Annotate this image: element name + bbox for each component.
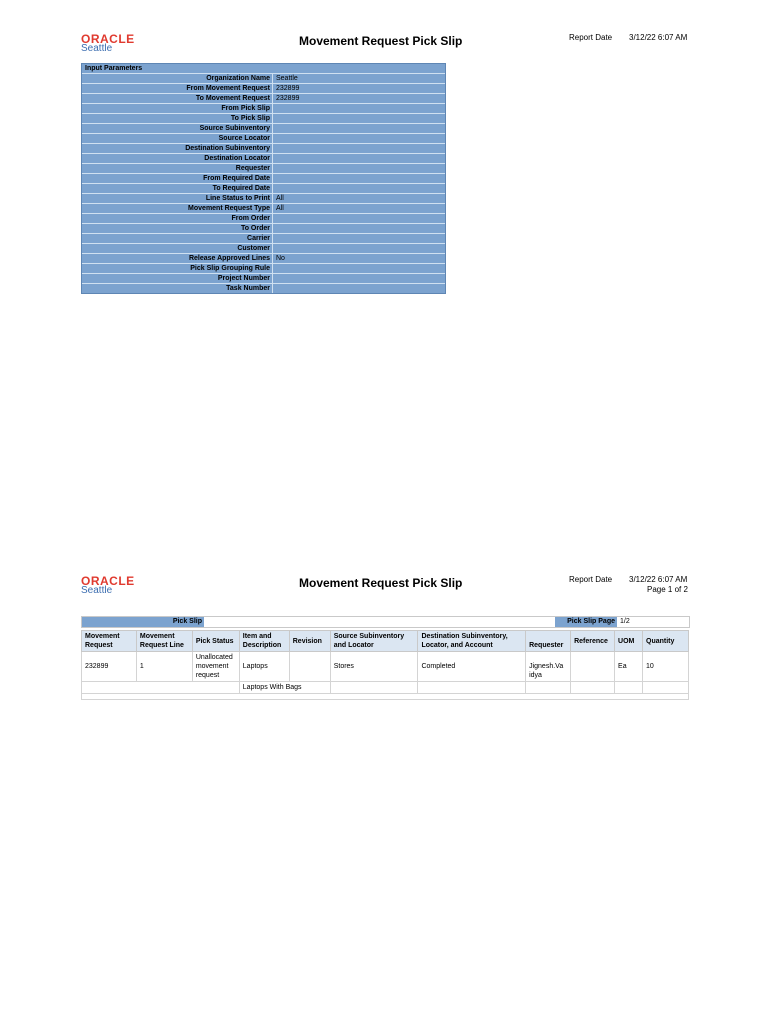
parameter-value <box>273 264 445 273</box>
parameter-row <box>82 274 445 284</box>
column-header: Revision <box>289 631 330 652</box>
column-header: Source Subinventory and Locator <box>330 631 418 652</box>
item-description-cell: Laptops With Bags <box>239 682 330 694</box>
parameter-value <box>273 124 445 133</box>
parameter-label: To Order <box>82 224 273 233</box>
parameter-row <box>82 74 445 84</box>
destination-cell: Completed <box>418 652 526 682</box>
parameter-row <box>82 174 445 184</box>
report-date: 3/12/22 6:07 AM <box>629 575 688 584</box>
parameter-row <box>82 84 445 94</box>
parameter-label: Release Approved Lines <box>82 254 273 263</box>
table-header-row <box>82 631 689 652</box>
parameter-row <box>82 264 445 274</box>
table-row <box>82 694 689 700</box>
parameter-value: 232899 <box>276 95 300 102</box>
parameter-label: From Movement Request <box>82 84 273 93</box>
parameter-row <box>82 114 445 124</box>
report-date-label: Report Date <box>569 33 613 42</box>
input-parameters-header: Input Parameters <box>82 64 445 74</box>
column-header: Requester <box>526 631 571 652</box>
parameter-row <box>82 154 445 164</box>
parameter-value <box>273 274 445 283</box>
uom-cell: Ea <box>615 652 643 682</box>
parameter-label: To Movement Request <box>82 94 273 103</box>
organization-name: Seattle <box>81 585 113 596</box>
pick-status-cell: Unallocated movement request <box>192 652 239 682</box>
parameter-value: Seattle <box>276 75 298 82</box>
parameter-label: Carrier <box>82 234 273 243</box>
table-row <box>82 652 689 682</box>
parameter-row <box>82 244 445 254</box>
pick-slip-label: Pick Slip <box>82 617 204 627</box>
column-header: Reference <box>571 631 615 652</box>
parameter-value <box>273 234 445 243</box>
parameter-label: Movement Request Type <box>82 204 273 213</box>
report-date: 3/12/22 6:07 AM <box>629 33 688 42</box>
parameter-row <box>82 144 445 154</box>
pick-slip-page-label: Pick Slip Page <box>555 617 617 627</box>
parameter-value <box>273 224 445 233</box>
parameter-value <box>273 284 445 293</box>
parameter-label: Destination Subinventory <box>82 144 273 153</box>
blank-cell <box>330 682 418 694</box>
blank-cell <box>526 682 571 694</box>
parameter-label: Organization Name <box>82 74 273 83</box>
input-parameters-table <box>81 63 446 294</box>
pick-slip-lines-table <box>81 630 689 700</box>
parameter-value <box>273 214 445 223</box>
parameter-label: Task Number <box>82 284 273 293</box>
revision-cell <box>289 652 330 682</box>
report-date-label: Report Date <box>569 575 613 584</box>
parameter-row <box>82 124 445 134</box>
parameter-label: From Required Date <box>82 174 273 183</box>
column-header: UOM <box>615 631 643 652</box>
parameter-row <box>82 234 445 244</box>
column-header: Item and Description <box>239 631 289 652</box>
parameter-label: Destination Locator <box>82 154 273 163</box>
reference-cell <box>571 652 615 682</box>
oracle-logo: ORACLE <box>81 574 135 588</box>
parameter-row <box>82 204 445 214</box>
column-header: Movement Request <box>82 631 137 652</box>
blank-cell <box>418 682 526 694</box>
parameter-label: Project Number <box>82 274 273 283</box>
parameter-value <box>273 114 445 123</box>
parameter-value: All <box>276 205 284 212</box>
blank-cell <box>571 682 615 694</box>
parameter-row <box>82 254 445 264</box>
parameter-row <box>82 194 445 204</box>
movement-request-cell: 232899 <box>82 652 137 682</box>
parameter-value: No <box>276 255 285 262</box>
parameter-row <box>82 284 445 293</box>
parameter-row <box>82 224 445 234</box>
blank-cell <box>643 682 689 694</box>
column-header: Destination Subinventory, Locator, and Account <box>418 631 526 652</box>
parameter-value: 232899 <box>276 85 300 92</box>
parameter-value <box>273 154 445 163</box>
parameter-row <box>82 104 445 114</box>
parameter-label: Line Status to Print <box>82 194 273 203</box>
parameter-label: To Pick Slip <box>82 114 273 123</box>
parameter-label: From Pick Slip <box>82 104 273 113</box>
parameter-value <box>273 164 445 173</box>
oracle-logo: ORACLE <box>81 32 135 46</box>
blank-cell <box>82 682 240 694</box>
table-row <box>82 682 689 694</box>
parameter-value <box>273 184 445 193</box>
request-line-cell: 1 <box>136 652 192 682</box>
blank-cell <box>82 694 689 700</box>
report-title: Movement Request Pick Slip <box>299 34 463 48</box>
parameter-row <box>82 134 445 144</box>
parameter-label: To Required Date <box>82 184 273 193</box>
parameter-label: Requester <box>82 164 273 173</box>
parameter-value <box>273 244 445 253</box>
parameter-value <box>273 174 445 183</box>
parameter-label: Pick Slip Grouping Rule <box>82 264 273 273</box>
item-cell: Laptops <box>239 652 289 682</box>
parameter-row <box>82 214 445 224</box>
pick-slip-page-value: 1/2 <box>620 618 630 625</box>
source-cell: Stores <box>330 652 418 682</box>
parameter-value: All <box>276 195 284 202</box>
parameter-row <box>82 94 445 104</box>
parameter-label: Source Locator <box>82 134 273 143</box>
parameter-row <box>82 184 445 194</box>
parameter-label: From Order <box>82 214 273 223</box>
parameter-value <box>273 144 445 153</box>
parameter-value <box>273 134 445 143</box>
column-header: Movement Request Line <box>136 631 192 652</box>
parameter-label: Source Subinventory <box>82 124 273 133</box>
parameter-label: Customer <box>82 244 273 253</box>
column-header: Quantity <box>643 631 689 652</box>
pick-slip-bar <box>81 616 690 628</box>
blank-cell <box>615 682 643 694</box>
requester-cell: Jignesh.Va idya <box>526 652 571 682</box>
report-title: Movement Request Pick Slip <box>299 576 463 590</box>
quantity-cell: 10 <box>643 652 689 682</box>
parameter-row <box>82 164 445 174</box>
organization-name: Seattle <box>81 43 113 54</box>
page-number: Page 1 of 2 <box>647 585 688 594</box>
parameter-value <box>273 104 445 113</box>
column-header: Pick Status <box>192 631 239 652</box>
